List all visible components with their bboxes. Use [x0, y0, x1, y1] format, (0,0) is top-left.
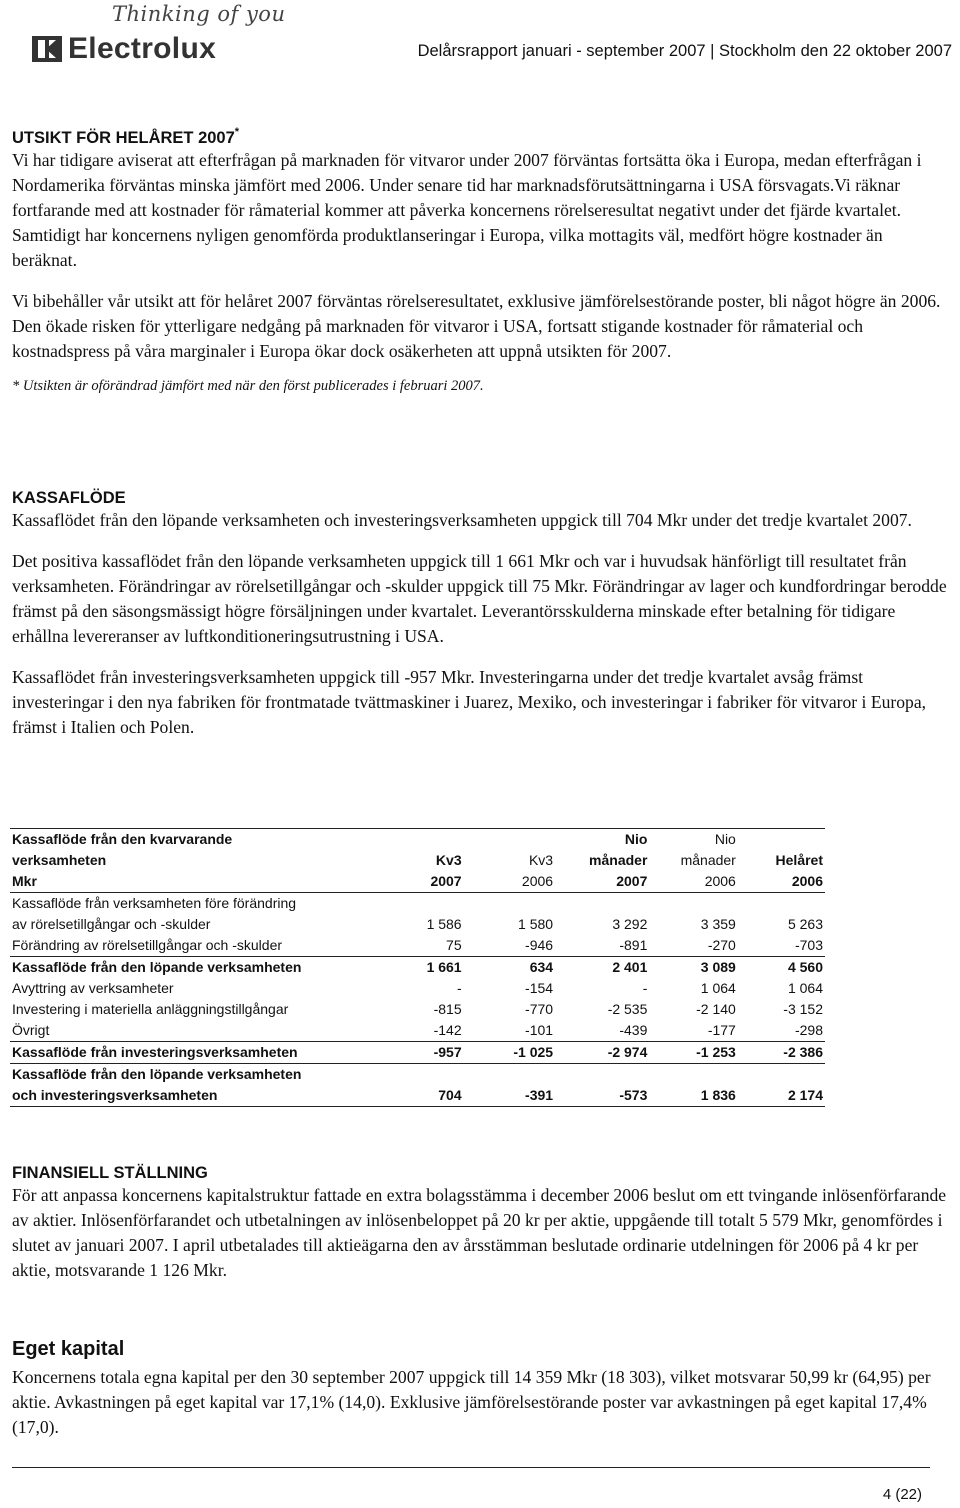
value-cell: -815 [433, 1001, 462, 1017]
footer-divider [12, 1467, 930, 1468]
value-cell: -957 [359, 1042, 464, 1064]
value-cell: -391 [464, 1085, 555, 1107]
value-cell [649, 1064, 737, 1086]
value-cell: 2007 [359, 871, 464, 893]
value-cell [649, 893, 737, 915]
section-financial-position [12, 1164, 947, 1283]
value-cell: Helåret [775, 852, 823, 868]
value-cell: -101 [464, 1020, 555, 1042]
value-cell: -154 [525, 980, 554, 996]
value-cell [738, 1064, 825, 1086]
row-label-cell: Avyttring av verksamheter [12, 980, 174, 996]
row-label-cell: Kassaflöde från verksamheten före förändring [12, 895, 297, 911]
value-cell: 1 064 [787, 980, 823, 996]
value-cell: -298 [738, 1020, 825, 1042]
value-cell [464, 829, 555, 851]
value-cell: Nio [649, 829, 737, 851]
value-cell: 3 089 [700, 959, 736, 975]
electrolux-symbol-icon [32, 36, 62, 62]
value-cell: 3 292 [612, 916, 648, 932]
financial-heading: FINANSIELL STÄLLNING [12, 1164, 208, 1182]
row-label-cell: verksamheten [12, 852, 107, 868]
value-cell: 1 580 [518, 916, 554, 932]
cashflow-paragraph-2: Det positiva kassaflödet från den löpande verksamheten uppgick till 1 661 Mkr och var i huvudsak hänförligt till resultatet från verksamheten. Förändringar av rörelsetillgångar och -skulder uppgick till 75 Mkr. Förändringar av lager och kundfordringar berodde främst på den säsongsmässigt högre försäljningen under kvartalet. Leverantörsskulderna minskade efter betalning för tidigare erhållna levereranser av luftkonditioneringsutrustning i USA. [12, 551, 947, 646]
row-label-cell: Förändring av rörelsetillgångar och -skulder [10, 935, 359, 957]
table-header-row [10, 871, 825, 893]
value-cell: -2 535 [607, 1001, 648, 1017]
value-cell [555, 1064, 649, 1086]
table-row [10, 893, 825, 915]
value-cell: -439 [555, 1020, 649, 1042]
value-cell: 4 560 [787, 959, 823, 975]
value-cell: Kv3 [435, 852, 462, 868]
value-cell [359, 829, 464, 851]
value-cell: -142 [359, 1020, 464, 1042]
table-header-row [10, 829, 825, 851]
cashflow-heading: KASSAFLÖDE [12, 489, 126, 507]
row-label-cell: Mkr [10, 871, 359, 893]
value-cell [464, 1064, 555, 1086]
value-cell: 2007 [555, 871, 649, 893]
value-cell: 704 [359, 1085, 464, 1107]
electrolux-logo [32, 32, 216, 66]
table-row [10, 935, 825, 957]
value-cell: 2006 [649, 871, 737, 893]
value-cell: månader [680, 852, 736, 868]
value-cell: 634 [529, 959, 554, 975]
value-cell: - [456, 980, 462, 996]
value-cell: -573 [555, 1085, 649, 1107]
value-cell: -1 253 [649, 1042, 737, 1064]
cashflow-table [10, 828, 825, 1107]
value-cell [738, 893, 825, 915]
equity-paragraph: Koncernens totala egna kapital per den 30 september 2007 uppgick till 14 359 Mkr (18 303), vilket motsvarar 50,99 kr (64,95) per aktie. Avkastningen på eget kapital var 17,1% (14,0). Exklusive jämförelsestörande poster var avkastningen på eget kapital 17,4% (17,0). [12, 1367, 931, 1437]
section-cashflow [12, 489, 947, 740]
value-cell: 2006 [464, 871, 555, 893]
value-cell [464, 893, 555, 915]
value-cell: 5 263 [787, 916, 823, 932]
outlook-footnote: * Utsikten är oförändrad jämfört med när den först publicerades i februari 2007. [12, 378, 484, 394]
row-label-cell: och investeringsverksamheten [10, 1085, 359, 1107]
value-cell: 2006 [738, 871, 825, 893]
footnote-mark: * [234, 126, 240, 138]
outlook-paragraph-2: Vi bibehåller vår utsikt att för helåret 2007 förväntas rörelseresultatet, exklusive jämförelsestörande poster, bli något högre än 2006. Den ökade risken för ytterligare nedgång på marknaden för vitvaror i USA, fortsatt stigande kostnader för råmaterial och kostnadspress på våra marginaler i Europa ökar dock osäkerheten att uppnå utsikten för 2007. [12, 291, 941, 361]
section-equity [12, 1338, 947, 1440]
value-cell: månader [589, 852, 648, 868]
value-cell [359, 893, 464, 915]
value-cell: 3 359 [700, 916, 736, 932]
outlook-heading: UTSIKT FÖR HELÅRET 2007* [12, 126, 240, 147]
value-cell: -891 [555, 935, 649, 957]
value-cell: 1 836 [649, 1085, 737, 1107]
value-cell [359, 1064, 464, 1086]
outlook-paragraph-1: Vi har tidigare aviserat att efterfrågan på marknaden för vitvaror under 2007 förväntas fortsätta öka i Europa, medan efterfrågan i Nordamerika förväntas minska jämfört med 2006. Under senare tid har marknadsförutsättningarna i USA försvagats.Vi räknar fortfarande med att kostnader för råmaterial kommer att påverka koncernens rörelseresultat negativt under det fjärde kvartalet. Samtidigt har koncernens nyligen genomförda produktlanseringar i Europa, vilka mottagits väl, medfört högre kostnader än beräknat. [12, 150, 922, 270]
table-row [10, 1042, 825, 1064]
value-cell: -3 152 [783, 1001, 823, 1017]
value-cell: -2 386 [738, 1042, 825, 1064]
value-cell: 75 [359, 935, 464, 957]
row-label-cell: Kassaflöde från den kvarvarande [10, 829, 359, 851]
table-row [10, 957, 825, 979]
row-label-cell: Investering i materiella anläggningstillgångar [12, 1001, 289, 1017]
value-cell: -703 [738, 935, 825, 957]
table-row [10, 914, 825, 935]
table-row [10, 999, 825, 1020]
equity-heading: Eget kapital [12, 1338, 125, 1360]
table-row [10, 1064, 825, 1086]
value-cell: - [642, 980, 648, 996]
value-cell: -2 974 [555, 1042, 649, 1064]
value-cell: -946 [464, 935, 555, 957]
value-cell: -770 [525, 1001, 554, 1017]
value-cell: -2 140 [696, 1001, 736, 1017]
section-outlook [12, 126, 947, 395]
row-label-cell: Kassaflöde från investeringsverksamheten [10, 1042, 359, 1064]
slogan: Thinking of you [112, 2, 286, 26]
cashflow-paragraph-1: Kassaflödet från den löpande verksamheten och investeringsverksamheten uppgick till 704 Mkr under det tredje kvartalet 2007. [12, 510, 912, 530]
value-cell [738, 829, 825, 851]
value-cell: 1 661 [426, 959, 462, 975]
page-header [0, 0, 960, 70]
value-cell: -177 [649, 1020, 737, 1042]
row-label-cell: Kassaflöde från den löpande verksamheten [12, 959, 302, 975]
value-cell: Kv3 [528, 852, 554, 868]
table-row [10, 1085, 825, 1107]
table-header-row [10, 850, 825, 871]
value-cell: 1 064 [700, 980, 736, 996]
row-label-cell: Kassaflöde från den löpande verksamheten [12, 1066, 302, 1082]
value-cell: 1 586 [426, 916, 462, 932]
value-cell: -1 025 [464, 1042, 555, 1064]
value-cell: -270 [649, 935, 737, 957]
value-cell: Nio [555, 829, 649, 851]
value-cell: 2 401 [612, 959, 648, 975]
table-row [10, 978, 825, 999]
value-cell: 2 174 [738, 1085, 825, 1107]
row-label-cell: av rörelsetillgångar och -skulder [12, 916, 211, 932]
table-row [10, 1020, 825, 1042]
report-title: Delårsrapport januari - september 2007 | Stockholm den 22 oktober 2007 [417, 42, 952, 60]
page-number: 4 (22) [882, 1486, 922, 1503]
row-label-cell: Övrigt [10, 1020, 359, 1042]
brand-name: Electrolux [68, 32, 217, 65]
value-cell [555, 893, 649, 915]
financial-paragraph: För att anpassa koncernens kapitalstruktur fattade en extra bolagsstämma i december 2006 beslut om ett tvingande inlösenförfarande av aktier. Inlösenförfarandet och utbetalningen av inlösenbeloppet på 20 kr per aktie, uppgående till totalt 5 579 Mkr, genomfördes i slutet av januari 2007. I april utbetalades till aktieägarna den av årsstämman beslutade ordinarie utdelningen för 2006 på 4 kr per aktie, motsvarande 1 126 Mkr. [12, 1185, 947, 1280]
cashflow-paragraph-3: Kassaflödet från investeringsverksamheten uppgick till -957 Mkr. Investeringarna under det tredje kvartalet avsåg främst investeringar i den nya fabriken för frontmatade tvättmaskiner i Juarez, Mexiko, och investeringar i fabriker för vitvaror i Europa, främst i Italien och Polen. [12, 667, 927, 737]
